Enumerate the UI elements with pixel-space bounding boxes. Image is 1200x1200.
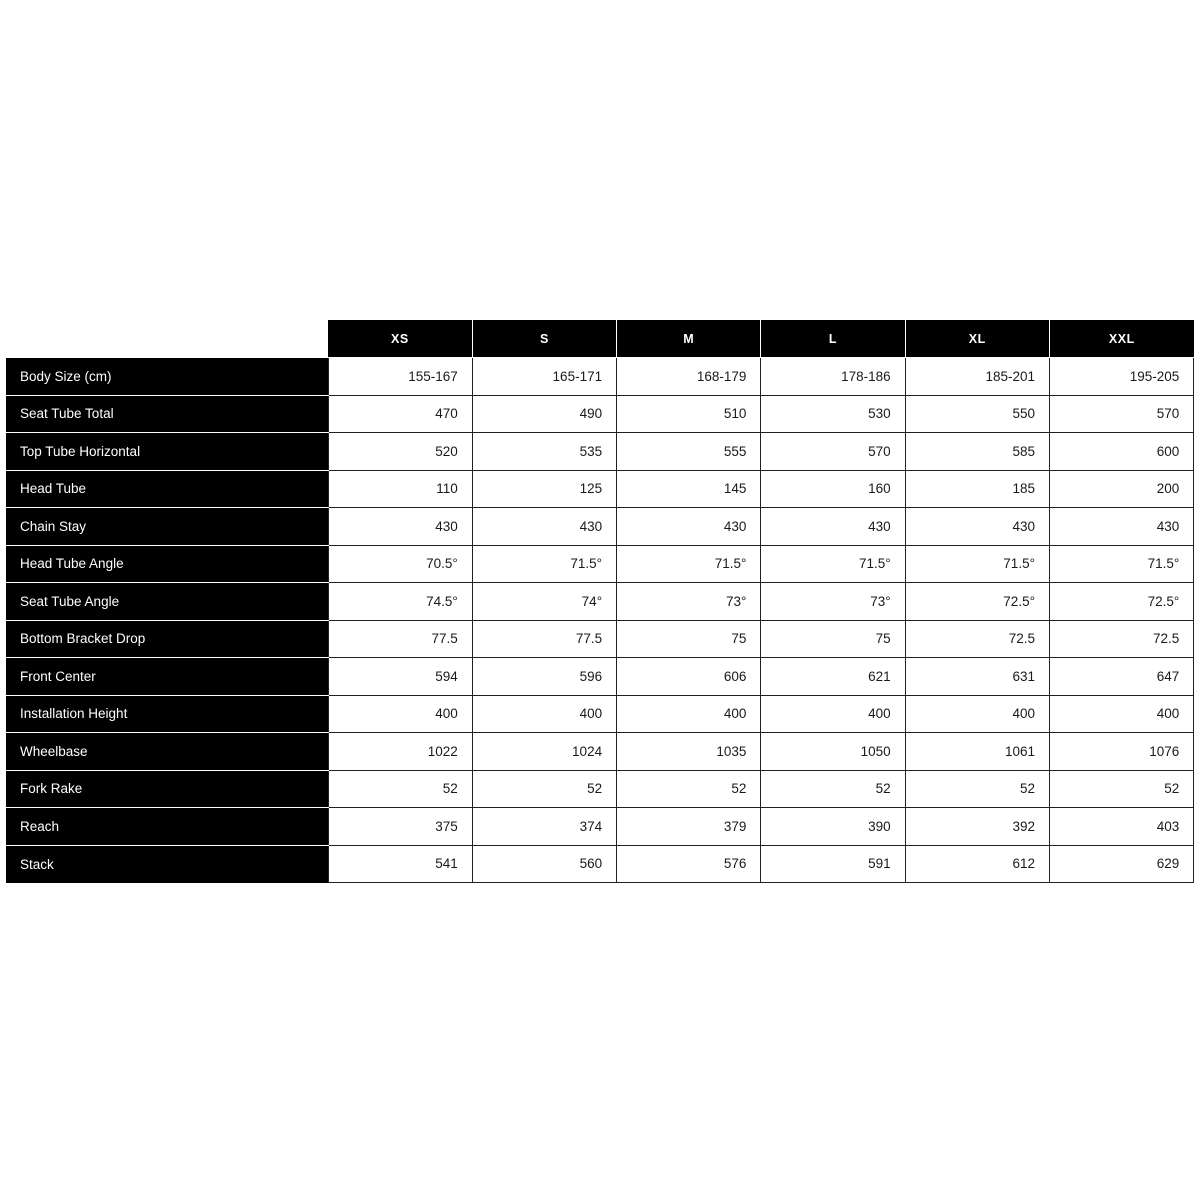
- cell-value: 77.5: [328, 620, 472, 658]
- column-header-l: L: [761, 320, 905, 358]
- column-header-xl: XL: [905, 320, 1049, 358]
- cell-value: 576: [617, 845, 761, 883]
- column-header-m: M: [617, 320, 761, 358]
- row-label: Fork Rake: [6, 770, 328, 808]
- column-header-s: S: [472, 320, 616, 358]
- table-row: [6, 770, 1194, 808]
- cell-value: 629: [1049, 845, 1193, 883]
- cell-value: 160: [761, 470, 905, 508]
- cell-value: 430: [1049, 508, 1193, 546]
- table-row: [6, 508, 1194, 546]
- cell-value: 647: [1049, 658, 1193, 696]
- cell-value: 52: [905, 770, 1049, 808]
- cell-value: 600: [1049, 433, 1193, 471]
- cell-value: 375: [328, 808, 472, 846]
- cell-value: 70.5°: [328, 545, 472, 583]
- cell-value: 400: [761, 695, 905, 733]
- cell-value: 185: [905, 470, 1049, 508]
- cell-value: 490: [472, 395, 616, 433]
- cell-value: 1022: [328, 733, 472, 771]
- row-label: Installation Height: [6, 695, 328, 733]
- row-label: Bottom Bracket Drop: [6, 620, 328, 658]
- cell-value: 570: [1049, 395, 1193, 433]
- table-row: [6, 620, 1194, 658]
- row-label: Chain Stay: [6, 508, 328, 546]
- cell-value: 530: [761, 395, 905, 433]
- table-row: [6, 583, 1194, 621]
- cell-value: 400: [472, 695, 616, 733]
- cell-value: 1024: [472, 733, 616, 771]
- cell-value: 52: [328, 770, 472, 808]
- table-row: [6, 470, 1194, 508]
- row-label: Wheelbase: [6, 733, 328, 771]
- cell-value: 621: [761, 658, 905, 696]
- table-row: [6, 808, 1194, 846]
- cell-value: 125: [472, 470, 616, 508]
- cell-value: 400: [617, 695, 761, 733]
- row-label: Stack: [6, 845, 328, 883]
- cell-value: 52: [617, 770, 761, 808]
- cell-value: 72.5°: [905, 583, 1049, 621]
- row-label: Head Tube Angle: [6, 545, 328, 583]
- cell-value: 165-171: [472, 358, 616, 396]
- cell-value: 77.5: [472, 620, 616, 658]
- cell-value: 400: [905, 695, 1049, 733]
- cell-value: 73°: [761, 583, 905, 621]
- table-row: [6, 733, 1194, 771]
- cell-value: 612: [905, 845, 1049, 883]
- table-row: [6, 695, 1194, 733]
- cell-value: 555: [617, 433, 761, 471]
- cell-value: 71.5°: [905, 545, 1049, 583]
- table-corner-cell: [6, 320, 328, 358]
- cell-value: 155-167: [328, 358, 472, 396]
- cell-value: 73°: [617, 583, 761, 621]
- row-label: Seat Tube Total: [6, 395, 328, 433]
- cell-value: 74°: [472, 583, 616, 621]
- cell-value: 390: [761, 808, 905, 846]
- cell-value: 470: [328, 395, 472, 433]
- cell-value: 596: [472, 658, 616, 696]
- cell-value: 71.5°: [472, 545, 616, 583]
- cell-value: 195-205: [1049, 358, 1193, 396]
- table-body: [6, 358, 1194, 883]
- cell-value: 585: [905, 433, 1049, 471]
- cell-value: 52: [761, 770, 905, 808]
- cell-value: 520: [328, 433, 472, 471]
- cell-value: 72.5: [905, 620, 1049, 658]
- table-row: [6, 358, 1194, 396]
- table-row: [6, 433, 1194, 471]
- table-row: [6, 395, 1194, 433]
- cell-value: 1076: [1049, 733, 1193, 771]
- table-row: [6, 845, 1194, 883]
- cell-value: 606: [617, 658, 761, 696]
- geometry-table: [6, 320, 1194, 883]
- row-label: Body Size (cm): [6, 358, 328, 396]
- cell-value: 374: [472, 808, 616, 846]
- row-label: Head Tube: [6, 470, 328, 508]
- cell-value: 403: [1049, 808, 1193, 846]
- cell-value: 400: [328, 695, 472, 733]
- cell-value: 72.5: [1049, 620, 1193, 658]
- cell-value: 535: [472, 433, 616, 471]
- column-header-xs: XS: [328, 320, 472, 358]
- cell-value: 72.5°: [1049, 583, 1193, 621]
- cell-value: 71.5°: [617, 545, 761, 583]
- cell-value: 430: [472, 508, 616, 546]
- cell-value: 430: [617, 508, 761, 546]
- cell-value: 430: [761, 508, 905, 546]
- cell-value: 550: [905, 395, 1049, 433]
- cell-value: 178-186: [761, 358, 905, 396]
- cell-value: 1050: [761, 733, 905, 771]
- cell-value: 510: [617, 395, 761, 433]
- cell-value: 392: [905, 808, 1049, 846]
- cell-value: 71.5°: [761, 545, 905, 583]
- cell-value: 200: [1049, 470, 1193, 508]
- cell-value: 430: [905, 508, 1049, 546]
- table-row: [6, 545, 1194, 583]
- cell-value: 570: [761, 433, 905, 471]
- cell-value: 591: [761, 845, 905, 883]
- row-label: Top Tube Horizontal: [6, 433, 328, 471]
- table-header-row: [6, 320, 1194, 358]
- row-label: Reach: [6, 808, 328, 846]
- column-header-xxl: XXL: [1049, 320, 1193, 358]
- cell-value: 400: [1049, 695, 1193, 733]
- cell-value: 71.5°: [1049, 545, 1193, 583]
- geometry-table-container: [6, 320, 1194, 883]
- cell-value: 75: [617, 620, 761, 658]
- cell-value: 1035: [617, 733, 761, 771]
- cell-value: 145: [617, 470, 761, 508]
- cell-value: 1061: [905, 733, 1049, 771]
- row-label: Seat Tube Angle: [6, 583, 328, 621]
- cell-value: 75: [761, 620, 905, 658]
- cell-value: 594: [328, 658, 472, 696]
- cell-value: 379: [617, 808, 761, 846]
- cell-value: 168-179: [617, 358, 761, 396]
- cell-value: 52: [1049, 770, 1193, 808]
- table-row: [6, 658, 1194, 696]
- cell-value: 560: [472, 845, 616, 883]
- table-header: [6, 320, 1194, 358]
- cell-value: 52: [472, 770, 616, 808]
- cell-value: 185-201: [905, 358, 1049, 396]
- cell-value: 110: [328, 470, 472, 508]
- cell-value: 74.5°: [328, 583, 472, 621]
- row-label: Front Center: [6, 658, 328, 696]
- cell-value: 541: [328, 845, 472, 883]
- cell-value: 631: [905, 658, 1049, 696]
- cell-value: 430: [328, 508, 472, 546]
